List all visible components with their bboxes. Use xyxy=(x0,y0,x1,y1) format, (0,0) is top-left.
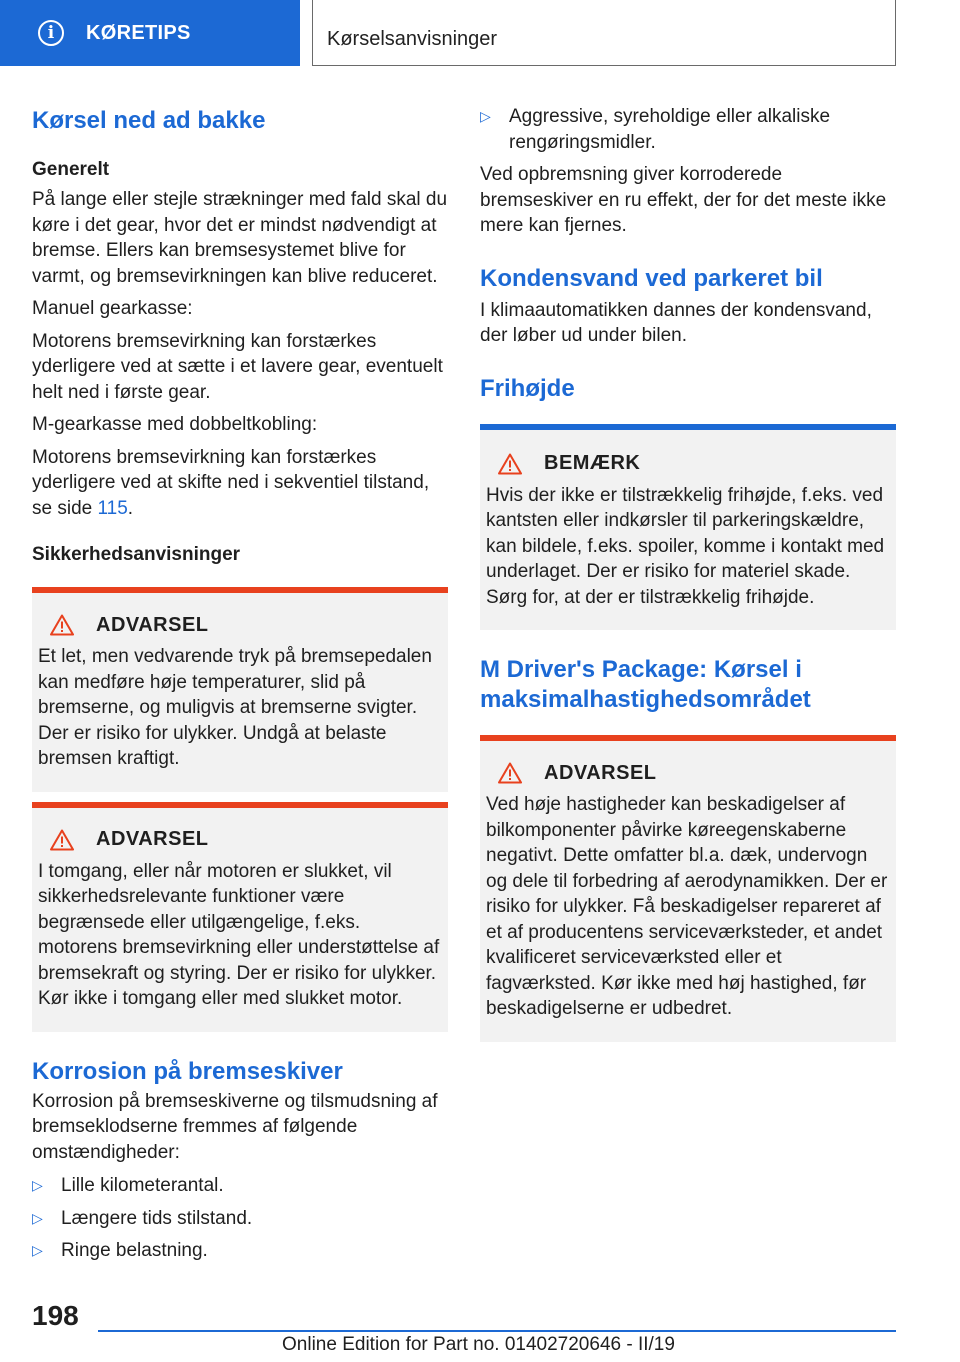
warning-title: ADVARSEL xyxy=(544,761,657,784)
footer-divider xyxy=(98,1330,896,1332)
warning-triangle-icon xyxy=(498,453,522,475)
subheading-safety: Sikkerhedsanvisninger xyxy=(32,544,241,565)
warning-title: ADVARSEL xyxy=(96,613,209,636)
subheading-general: Generelt xyxy=(32,159,110,180)
paragraph: Motorens bremsevirkning kan forstærkes yderligere ved at sætte i et lavere gear, eventuelt helt ned i første gear. xyxy=(32,330,443,403)
paragraph: M-gearkasse med dobbeltkobling: xyxy=(32,414,318,435)
right-column xyxy=(480,98,896,1042)
footer-edition: Online Edition for Part no. 01402720646 - II/19 xyxy=(282,1334,675,1355)
warning-header xyxy=(38,826,440,854)
chapter-title-box xyxy=(312,0,896,66)
paragraph: I klimaautomatikken dannes der kondensvand, der løber ud under bilen. xyxy=(480,299,872,346)
section-title-m-drivers-package: M Driver's Package: Kørsel i maksimalhastighedsområdet xyxy=(480,656,811,713)
paragraph: Manuel gearkasse: xyxy=(32,298,193,319)
list-item-text: Aggressive, syreholdige eller alkaliske rengøringsmidler. xyxy=(509,106,831,153)
section-title-corrosion: Korrosion på bremseskiver xyxy=(32,1057,343,1085)
page-header xyxy=(0,0,960,66)
paragraph: Ved opbremsning giver korroderede bremseskiver en ru effekt, der for det meste ikke mere kan fjernes. xyxy=(480,164,887,236)
list-item xyxy=(32,1173,448,1199)
paragraph-text: . xyxy=(127,497,134,519)
section-title-condensation: Kondensvand ved parkeret bil xyxy=(480,264,823,292)
warning-triangle-icon xyxy=(498,762,522,784)
warning-title: ADVARSEL xyxy=(96,828,209,850)
note-text: Hvis der ikke er tilstrækkelig frihøjde, f.eks. ved kantsten eller indkørsler til parkeringskældre, kan bildele, f.eks. spoiler, komme i kontakt med underlaget. Der er risiko for materiel skade. Sørg for, at der er tilstrækkelig frihøjde. xyxy=(486,484,885,608)
note-box xyxy=(480,424,896,631)
list-item xyxy=(32,1206,448,1232)
triangle-right-outline-icon: ▷ xyxy=(32,1242,43,1258)
page-number: 198 xyxy=(32,1300,79,1331)
warning-triangle-icon xyxy=(50,614,74,636)
page-link[interactable]: 115 xyxy=(97,497,128,519)
section-title-clearance: Frihøjde xyxy=(480,374,575,402)
warning-header xyxy=(38,611,440,639)
warning-box xyxy=(480,735,896,1042)
paragraph xyxy=(32,445,448,522)
chapter-title: Kørselsanvisninger xyxy=(327,28,498,50)
triangle-right-outline-icon: ▷ xyxy=(32,1209,43,1226)
triangle-right-outline-icon: ▷ xyxy=(32,1177,43,1193)
section-tab-label: KØRETIPS xyxy=(86,21,191,44)
info-icon: i xyxy=(38,20,64,46)
warning-header xyxy=(486,759,888,787)
left-column xyxy=(32,98,448,1264)
warning-text: I tomgang, eller når motoren er slukket, vil sikkerhedsrelevante funktioner være begrænsede eller utilgængelige, f.eks. motorens bremsevirkning eller understøttelse af bremsekraft og styring. Der er risiko for ulykker. Kør ikke i tomgang eller med slukket motor. xyxy=(38,860,440,1009)
list-item xyxy=(480,104,896,155)
section-title-downhill: Kørsel ned ad bakke xyxy=(32,107,266,134)
note-header xyxy=(486,450,888,478)
list-item-text: Længere tids stilstand. xyxy=(61,1207,253,1229)
note-title: BEMÆRK xyxy=(544,452,641,474)
triangle-right-outline-icon: ▷ xyxy=(480,108,491,124)
warning-triangle-icon xyxy=(50,829,74,851)
list-item-text: Ringe belastning. xyxy=(61,1240,208,1261)
warning-text: Et let, men vedvarende tryk på bremsepedalen kan medføre høje temperaturer, slid på bremserne, og muligvis at bremserne svigter. Der er risiko for ulykker. Undgå at belaste bremsen kraftigt. xyxy=(38,646,432,769)
warning-box xyxy=(32,587,448,792)
list-item-text: Lille kilometerantal. xyxy=(61,1175,224,1196)
section-tab xyxy=(0,0,300,66)
list-item xyxy=(32,1238,448,1264)
paragraph: Korrosion på bremseskiverne og tilsmudsning af bremseklodserne fremmes af følgende omstændigheder: xyxy=(32,1090,438,1163)
paragraph-text: Motorens bremsevirkning kan forstærkes yderligere ved at skifte ned i sekventiel tilstand, se side xyxy=(32,446,430,519)
paragraph: På lange eller stejle strækninger med fald skal du køre i det gear, hvor det er mindst nødvendigt at bremse. Ellers kan bremsesystemet blive for varmt, og bremsevirkningen kan blive reduceret. xyxy=(32,189,448,287)
warning-text: Ved høje hastigheder kan beskadigelser af bilkomponenter påvirke køreegenskaberne negativt. Dette omfatter bl.a. dæk, undervogn og dele til forbedring af aerodynamikken. Der er risiko for ulykker. Få beskadigelser repareret af et af producentens serviceværksteder, et andet kvalificeret serviceværksted eller et fagværksted. Kør ikke med høj hastighed, før beskadigelserne er udbedret. xyxy=(486,794,888,1019)
warning-box xyxy=(32,802,448,1032)
